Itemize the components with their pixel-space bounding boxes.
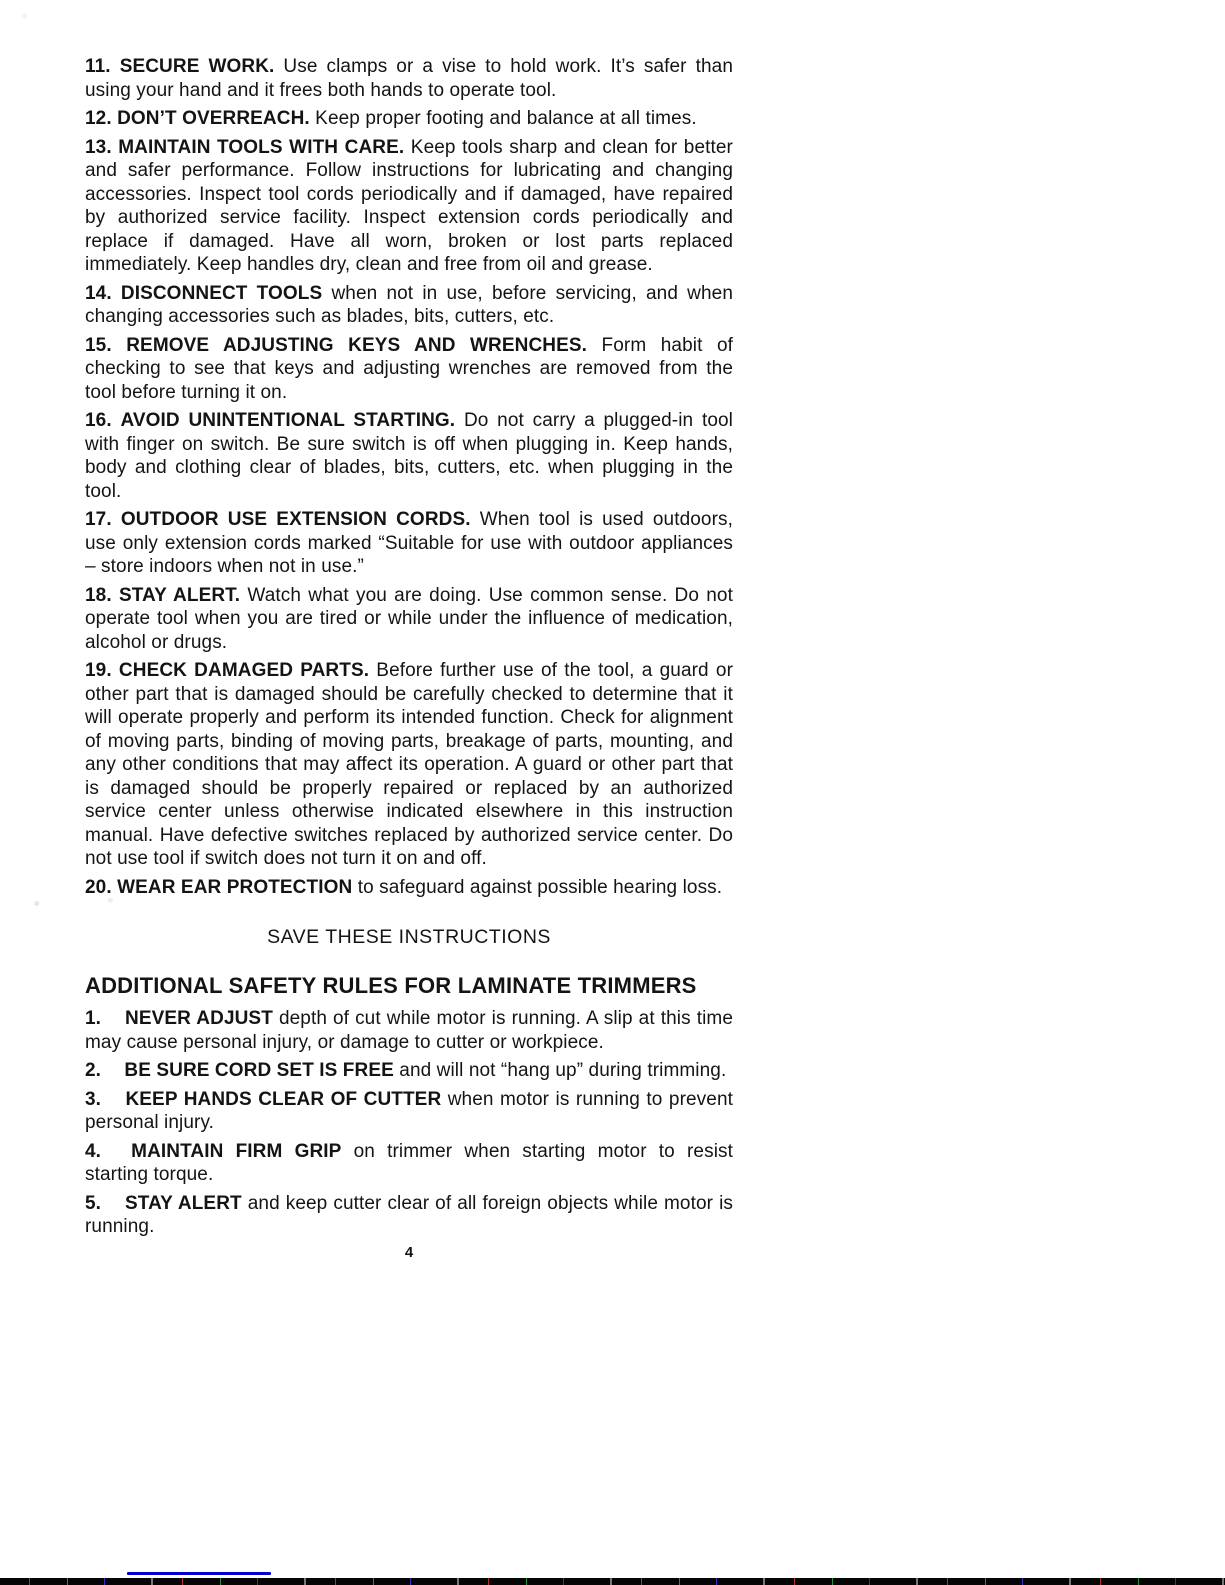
rule-body: Keep tools sharp and clean for better and safer performance. Follow instructions for lubricating and changing accessories. Inspect tool cords periodically and if damaged, have repaired by authorized service facility. Inspect extension cords periodically and replace if damaged. Have all worn, broken or lost parts replaced immediately. Keep handles dry, clean and free from oil and grease. (85, 136, 733, 275)
rule-number: 15. (85, 334, 112, 356)
rule-body: to safeguard against possible hearing loss. (357, 876, 723, 898)
rule-item (85, 876, 733, 900)
rule-number: 12. (85, 108, 112, 129)
rule-number: 1. (85, 1008, 102, 1029)
rule-body: Form habit of checking to see that keys and adjusting wrenches are removed from the tool before turning it on. (85, 334, 733, 403)
rule-title: KEEP HANDS CLEAR OF CUTTER (125, 1088, 442, 1110)
rule-title: NEVER ADJUST (125, 1008, 273, 1029)
rule-title: DON’T OVERREACH. (117, 108, 310, 129)
rule-body: on trimmer when starting motor to resist starting torque. (85, 1140, 733, 1185)
rule-item (85, 1140, 733, 1187)
rule-item (85, 1007, 733, 1054)
rule-body: Before further use of the tool, a guard or other part that is damaged should be carefully checked to determine that it will operate properly and perform its intended function. Check for alignment of moving parts, binding of moving parts, breakage of parts, mounting, and any other conditions that may affect its operation. A guard or other part that is damaged should be properly repaired or replaced by an authorized service center unless otherwise indicated elsewhere in this instruction manual. Have defective switches replaced by authorized service center. Do not use tool if switch does not turn it on and off. (85, 660, 733, 869)
rule-item (85, 334, 733, 405)
rule-item (85, 55, 733, 102)
rule-title: BE SURE CORD SET IS FREE (124, 1060, 394, 1081)
rule-item (85, 508, 733, 579)
rule-body: and keep cutter clear of all foreign objects while motor is running. (85, 1192, 733, 1237)
rule-number: 3. (85, 1088, 102, 1110)
rule-number: 16. (85, 410, 112, 431)
bottom-scan-edge-bar (0, 1578, 1225, 1585)
rule-number: 19. (85, 660, 112, 681)
general-safety-rules-list (85, 55, 733, 899)
rule-item (85, 1192, 733, 1239)
rule-number: 2. (85, 1060, 102, 1081)
rule-body: when motor is running to prevent personal injury. (85, 1088, 733, 1133)
rule-body: Do not carry a plugged-in tool with finger on switch. Be sure switch is off when plugging in. Keep hands, body and clothing clear of blades, bits, cutters, etc. when plugging in the tool. (85, 410, 733, 502)
rule-title: MAINTAIN FIRM GRIP (131, 1140, 342, 1162)
additional-safety-rules-heading: ADDITIONAL SAFETY RULES FOR LAMINATE TRIMMERS (85, 973, 697, 998)
rule-title: STAY ALERT (125, 1192, 242, 1214)
text-column (85, 55, 733, 1261)
rule-body: depth of cut while motor is running. A slip at this time may cause personal injury, or damage to cutter or workpiece. (85, 1008, 734, 1053)
rule-title: WEAR EAR PROTECTION (117, 876, 353, 898)
rule-body: Keep proper footing and balance at all times. (315, 108, 697, 129)
rule-number: 5. (85, 1192, 102, 1214)
rule-item (85, 1059, 733, 1083)
save-these-instructions-line: SAVE THESE INSTRUCTIONS (267, 926, 551, 948)
rule-item (85, 282, 733, 329)
rule-item (85, 584, 733, 655)
rule-body: Watch what you are doing. Use common sense. Do not operate tool when you are tired or while under the influence of medication, alcohol or drugs. (85, 584, 733, 653)
rule-number: 14. (85, 282, 112, 304)
rule-body: Use clamps or a vise to hold work. It’s safer than using your hand and it frees both hands to operate tool. (85, 56, 733, 101)
rule-title: OUTDOOR USE EXTENSION CORDS. (120, 509, 471, 530)
rule-title: AVOID UNINTENTIONAL STARTING. (120, 410, 456, 431)
rule-item (85, 409, 733, 503)
rule-number: 11. (85, 56, 111, 77)
rule-body: when not in use, before servicing, and when changing accessories such as blades, bits, cutters, etc. (85, 282, 733, 327)
blue-underline-mark (127, 1572, 271, 1575)
rule-title: SECURE WORK. (119, 56, 275, 77)
rule-number: 13. (85, 136, 112, 158)
rule-title: MAINTAIN TOOLS WITH CARE. (118, 136, 405, 158)
rule-item (85, 107, 733, 131)
page-number: 4 (404, 1243, 414, 1261)
rule-number: 18. (85, 584, 112, 606)
additional-safety-rules-list (85, 1007, 733, 1239)
rule-title: STAY ALERT. (118, 584, 241, 606)
rule-title: REMOVE ADJUSTING KEYS AND WRENCHES. (126, 334, 588, 356)
rule-body: and will not “hang up” during trimming. (399, 1060, 727, 1081)
rule-body: When tool is used outdoors, use only extension cords marked “Suitable for use with outdoor appliances – store indoors when not in use.” (85, 509, 733, 577)
rule-title: DISCONNECT TOOLS (120, 282, 323, 304)
rule-number: 17. (85, 509, 112, 530)
rule-number: 20. (85, 876, 112, 898)
rule-item (85, 1088, 733, 1135)
rule-title: CHECK DAMAGED PARTS. (118, 660, 370, 681)
rule-item (85, 136, 733, 277)
rule-number: 4. (85, 1140, 102, 1162)
rule-item (85, 659, 733, 871)
